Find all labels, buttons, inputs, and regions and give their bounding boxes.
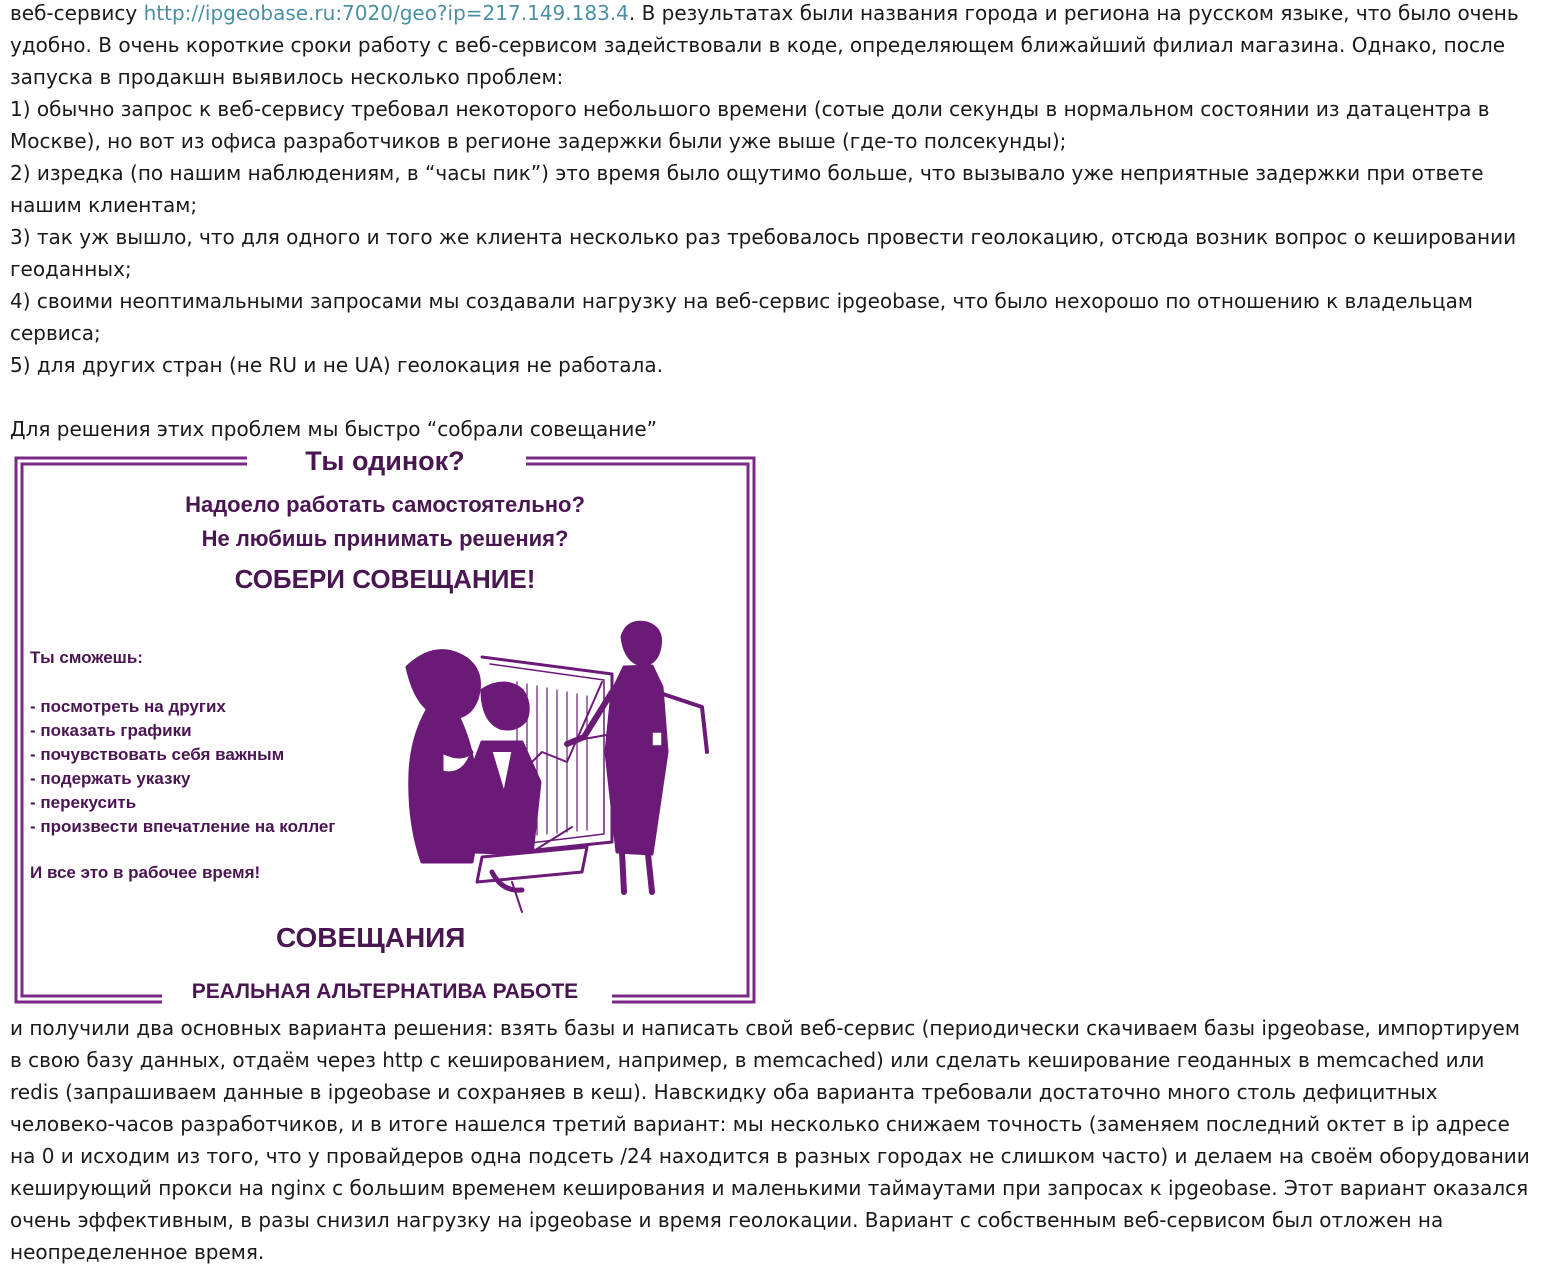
problem-item-4: 4) своими неоптимальными запросами мы создавали нагрузку на веб-сервис ipgeobase, что было нехорошо по отношению к владельцам сервиса; — [10, 289, 1474, 345]
poster-call-to-action: СОБЕРИ СОВЕЩАНИЕ! — [234, 564, 536, 594]
ipgeobase-link[interactable]: http://ipgeobase.ru:7020/geo?ip=217.149.183.4 — [143, 1, 629, 25]
poster-meetings-heading: СОВЕЩАНИЯ — [276, 922, 466, 953]
problem-item-2: 2) изредка (по нашим наблюдениям, в “часы пик”) это время было ощутимо больше, что вызывало уже неприятные задержки при ответе нашим клиентам; — [10, 161, 1484, 217]
poster-question-1: Надоело работать самостоятельно? — [185, 492, 585, 517]
problem-item-3: 3) так уж вышло, что для одного и того же клиента несколько раз требовалось провести геолокацию, отсюда возник вопрос о кешировании геоданных; — [10, 225, 1517, 281]
problem-item-5: 5) для других стран (не RU и не UA) геолокация не работала. — [10, 353, 663, 377]
intro-prefix: веб-сервису — [10, 1, 144, 25]
meeting-line: Для решения этих проблем мы быстро “собрали совещание” — [10, 417, 658, 441]
intro-rest: . В результатах были названия города и региона на русском языке, что было очень удобно. В очень короткие сроки работу с веб-сервисом задействовали в коде, определяющем ближайший филиал магазина. Однако, после запуска в продакшн выявилось несколько проблем: — [10, 1, 1519, 89]
poster-work-time: И все это в рабочее время! — [30, 863, 261, 882]
poster-benefit-item: - посмотреть на других — [30, 697, 226, 716]
paragraph-spacer — [10, 381, 1530, 413]
conclusion-paragraph: и получили два основных варианта решения: взять базы и написать свой веб-сервис (периодически скачиваем базы ipgeobase, импортируем в свою базу данных, отдаём через http с кешированием, например, в memcached) или сделать кеширование геоданных в memcached или redis (запрашиваем данные в ipgeobase и сохраняев в кеш). Навскидку оба варианта требовали достаточно много столь дефицитных человеко-часов разработчиков, и в итоге нашелся третий вариант: мы несколько снижаем точность (заменяем последний октет в ip адресе на 0 и исходим из того, что у провайдеров одна подсеть /24 находится в разных городах не слишком часто) и делаем на своём оборудовании кеширующий прокси на nginx с большим временем кеширования и маленькими таймаутами при запросах к ipgeobase. Этот вариант оказался очень эффективным, в разы снизил нагрузку на ipgeobase и время геолокации. Вариант с собственным веб-сервисом был отложен на неопределенное время. — [10, 1016, 1530, 1264]
article-body — [10, 0, 1530, 445]
poster-benefit-item: - показать графики — [30, 721, 192, 740]
poster-benefit-item: - подержать указку — [30, 769, 191, 788]
meeting-illustration-icon — [407, 622, 707, 912]
poster-benefit-item: - перекусить — [30, 793, 137, 812]
poster-benefits-list — [30, 695, 335, 839]
problem-item-1: 1) обычно запрос к веб-сервису требовал некоторого небольшого времени (сотые доли секунды в нормальном состоянии из датацентра в Москве), но вот из офиса разработчиков в регионе задержки были уже выше (где-то полсекунды); — [10, 97, 1490, 153]
meeting-poster — [12, 446, 758, 1008]
poster-benefit-item: - произвести впечатление на коллег — [30, 817, 336, 836]
poster-benefit-item: - почувствовать себя важным — [30, 745, 285, 764]
poster-question-2: Не любишь принимать решения? — [201, 526, 569, 551]
poster-alternative-tagline: РЕАЛЬНАЯ АЛЬТЕРНАТИВА РАБОТЕ — [191, 980, 579, 1003]
intro-paragraph — [10, 0, 1530, 93]
poster-title: Ты одинок? — [305, 446, 465, 476]
poster-can-label: Ты сможешь: — [30, 648, 143, 667]
